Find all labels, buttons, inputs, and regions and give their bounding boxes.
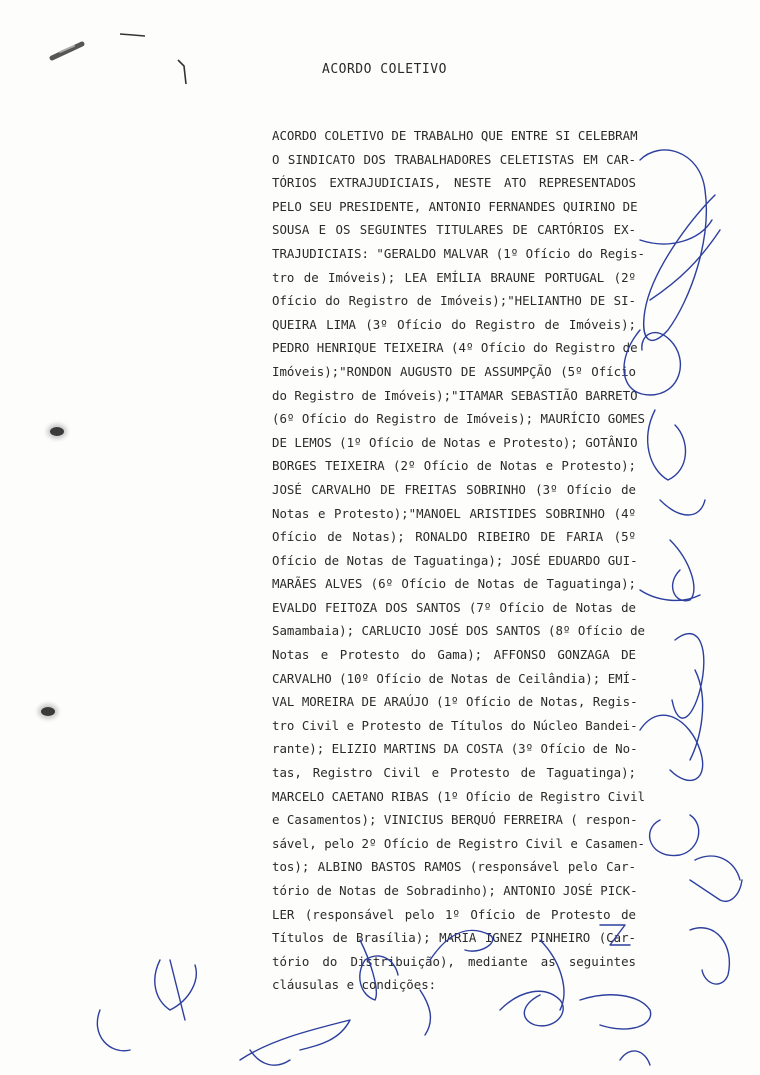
text-line: Ofício do Registro de Imóveis);"HELIANTHO DE SI- [272,293,636,309]
signature-right-lower [640,634,704,781]
text-line: VAL MOREIRA DE ARAÚJO (1º Ofício de Notas, Regis- [272,694,638,710]
signature-bottom-center [360,930,493,1035]
text-line: TÓRIOS EXTRAJUDICIAIS, NESTE ATO REPRESENTADOS [272,175,636,191]
signature-bottom-right [500,925,651,1065]
text-line: tos); ALBINO BASTOS RAMOS (responsável pelo Car- [272,859,636,875]
text-line: tro de Imóveis); LEA EMÍLIA BRAUNE PORTUGAL (2º [272,269,636,285]
text-line: Notas e Protesto);"MANOEL ARISTIDES SOBRINHO (4º [272,505,636,521]
text-line: PEDRO HENRIQUE TEIXEIRA (4º Ofício do Registro de [272,340,638,356]
document-title: ACORDO COLETIVO [322,62,447,77]
text-line: Ofício de Notas de Taguatinga); JOSÉ EDUARDO GUI- [272,552,638,568]
text-line: ACORDO COLETIVO DE TRABALHO QUE ENTRE SI CELEBRAM [272,128,638,143]
text-line: tro Civil e Protesto de Títulos do Núcleo Bandei- [272,717,638,733]
text-line: JOSÉ CARVALHO DE FREITAS SOBRINHO (3º Ofício de [272,481,636,497]
text-line: BORGES TEIXEIRA (2º Ofício de Notas e Protesto); [272,458,636,474]
signature-bottom-left [97,960,350,1065]
text-line: O SINDICATO DOS TRABALHADORES CELETISTAS EM CAR- [272,151,636,167]
text-line: (6º Ofício do Registro de Imóveis); MAURÍCIO GOMES [272,411,645,427]
text-line: e Casamentos); VINICIUS BERQUÓ FERREIRA ( respon- [272,812,638,828]
text-line: EVALDO FEITOZA DOS SANTOS (7º Ofício de Notas de [272,599,636,615]
text-line: tório de Notas de Sobradinho); ANTONIO JOSÉ PICK- [272,883,638,898]
signature-right-mid [640,410,705,601]
text-line: Ofício de Notas); RONALDO RIBEIRO DE FARIA (5º [272,529,636,545]
text-line: Notas e Protesto do Gama); AFFONSO GONZAGA DE [272,647,636,663]
text-line: sável, pelo 2º Ofício de Registro Civil e Casamen- [272,835,645,851]
text-line: do Registro de Imóveis);"ITAMAR SEBASTIÃO BARRETO [272,387,638,403]
text-line: PELO SEU PRESIDENTE, ANTONIO FERNANDES QUIRINO DE [272,198,638,214]
text-line: Imóveis);"RONDON AUGUSTO DE ASSUMPÇÃO (5º Ofício [272,363,636,379]
text-line: SOUSA E OS SEGUINTES TITULARES DE CARTÓRIOS EX- [272,222,636,238]
signature-right-top [640,150,720,340]
text-line: Títulos de Brasília); MARIA IGNEZ PINHEIRO (Car- [272,930,636,946]
text-line: DE LEMOS (1º Ofício de Notas e Protesto); GOTÂNIO [272,434,638,450]
text-line: Samambaia); CARLUCIO JOSÉ DOS SANTOS (8º Ofício de [272,623,645,639]
text-line: MARCELO CAETANO RIBAS (1º Ofício de Registro Civil [272,788,645,804]
signature-right-bottom [650,815,742,984]
text-line: QUEIRA LIMA (3º Ofício do Registro de Imóveis); [272,316,636,332]
text-line: rante); ELIZIO MARTINS DA COSTA (3º Ofício de No- [272,741,638,757]
text-line: LER (responsável pelo 1º Ofício de Protesto de [272,906,636,922]
text-line: MARÃES ALVES (6º Ofício de Notas de Taguatinga); [272,576,636,592]
text-line: tório do Distribuição), mediante as seguintes [272,953,636,969]
text-line: tas, Registro Civil e Protesto de Taguatinga); [272,765,636,781]
text-line: CARVALHO (10º Ofício de Notas de Ceilândia); EMÍ- [272,670,638,686]
text-line: cláusulas e condições: [272,977,437,993]
text-line: TRAJUDICIAIS: "GERALDO MALVAR (1º Ofício do Regis- [272,245,645,261]
